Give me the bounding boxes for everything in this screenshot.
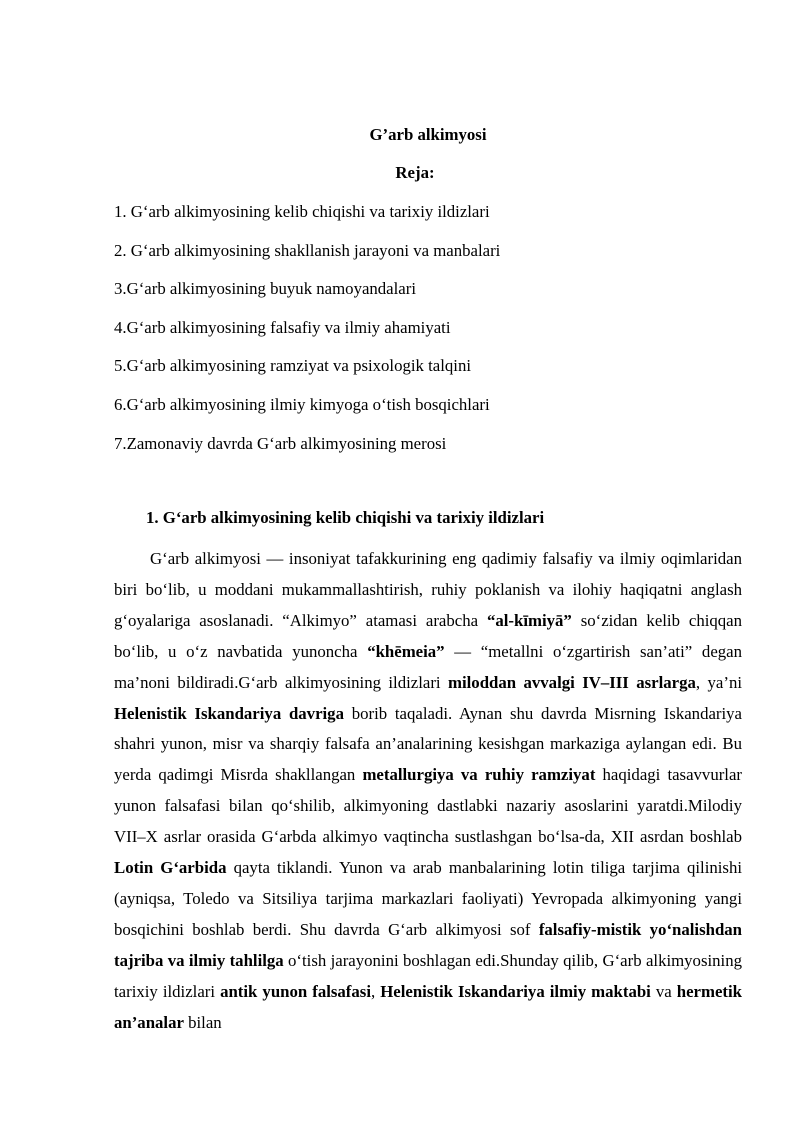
plan-list [114,201,500,471]
bold-term: miloddan avvalgi IV–III asrlarga [448,672,696,692]
body-paragraph [114,544,742,1039]
plan-item: 4.G‘arb alkimyosining falsafiy va ilmiy ahamiyati [114,317,451,337]
text-segment: o‘tish jarayonini boshlagan edi.Shunday qilib, G‘arb alkimyosining tarixiy ildizlari [114,950,742,1001]
bold-term: metallurgiya va ruhiy ramziyat [362,765,596,785]
bold-term: Helenistik Iskandariya ilmiy maktabi [380,981,651,1001]
plan-item: 7.Zamonaviy davrda G‘arb alkimyosining merosi [114,433,447,453]
plan-item: 6.G‘arb alkimyosining ilmiy kimyoga o‘tish bosqichlari [114,394,490,414]
bold-term: “khēmeia” [367,641,445,661]
text-segment: G‘arb alkimyosi — insoniyat tafakkurining eng qadimiy falsafiy va ilmiy oqimlaridan biri bo‘lib, u moddani mukammallashtirish, ruhiy poklanish va ilohiy haqiqatni anglash g‘oyalariga asoslanadi. “Alkimyo” atamasi arabcha [114,549,742,630]
text-segment: va [650,981,677,1001]
bold-term: “al-kīmiyā” [486,610,572,630]
text-segment: qayta tiklandi. Yunon va arab manbalarining lotin tiliga tarjima qilinishi (ayniqsa, Toledo va Sitsiliya tarjima markazlari faoliyati) Yevropada alkimyoning yangi bosqichini boshlab berdi. Shu davrda G‘arb alkimyosi sof [114,858,742,939]
text-segment: bilan [183,1012,222,1032]
text-segment: — “metallni o‘zgartirish san’ati” degan ma’noni bildiradi.G‘arb alkimyosining ildizlari [114,641,742,692]
text-segment: , ya’ni [695,672,742,692]
plan-heading: Reja: [395,163,435,182]
section-heading: 1. G‘arb alkimyosining kelib chiqishi va tarixiy ildizlari [146,508,545,527]
plan-item: 2. G‘arb alkimyosining shakllanish jarayoni va manbalari [114,240,501,260]
plan-item: 1. G‘arb alkimyosining kelib chiqishi va tarixiy ildizlari [114,202,490,221]
bold-term: antik yunon falsafasi [220,981,371,1001]
bold-term: falsafiy-mistik yo‘nalishdan tajriba va ilmiy tahlilga [114,919,742,970]
bold-term: hermetik an’analar [114,981,742,1032]
text-segment: , [370,981,381,1001]
bold-term: Helenistik Iskandariya davriga [114,703,344,723]
document-title: G’arb alkimyosi [369,125,487,144]
text-segment: haqidagi tasavvurlar yunon falsafasi bilan qo‘shilib, alkimyoning dastlabki nazariy asoslarini yaratdi.Milodiy VII–X asrlar orasida G‘arbda alkimyo vaqtincha sustlashgan bo‘lsa-da, XII asrdan boshlab [114,765,742,847]
plan-item: 3.G‘arb alkimyosining buyuk namoyandalari [114,279,416,299]
bold-term: Lotin G‘arbida [114,858,227,878]
text-segment: borib taqaladi. Aynan shu davrda Misrning Iskandariya shahri yunon, misr va sharqiy falsafa an’analarining kesishgan markaziga aylangan edi. Bu yerda qadimgi Misrda shakllangan [114,703,742,785]
plan-item: 5.G‘arb alkimyosining ramziyat va psixologik talqini [114,356,472,376]
text-segment: so‘zidan kelib chiqqan bo‘lib, u o‘z navbatida yunoncha [114,610,742,661]
